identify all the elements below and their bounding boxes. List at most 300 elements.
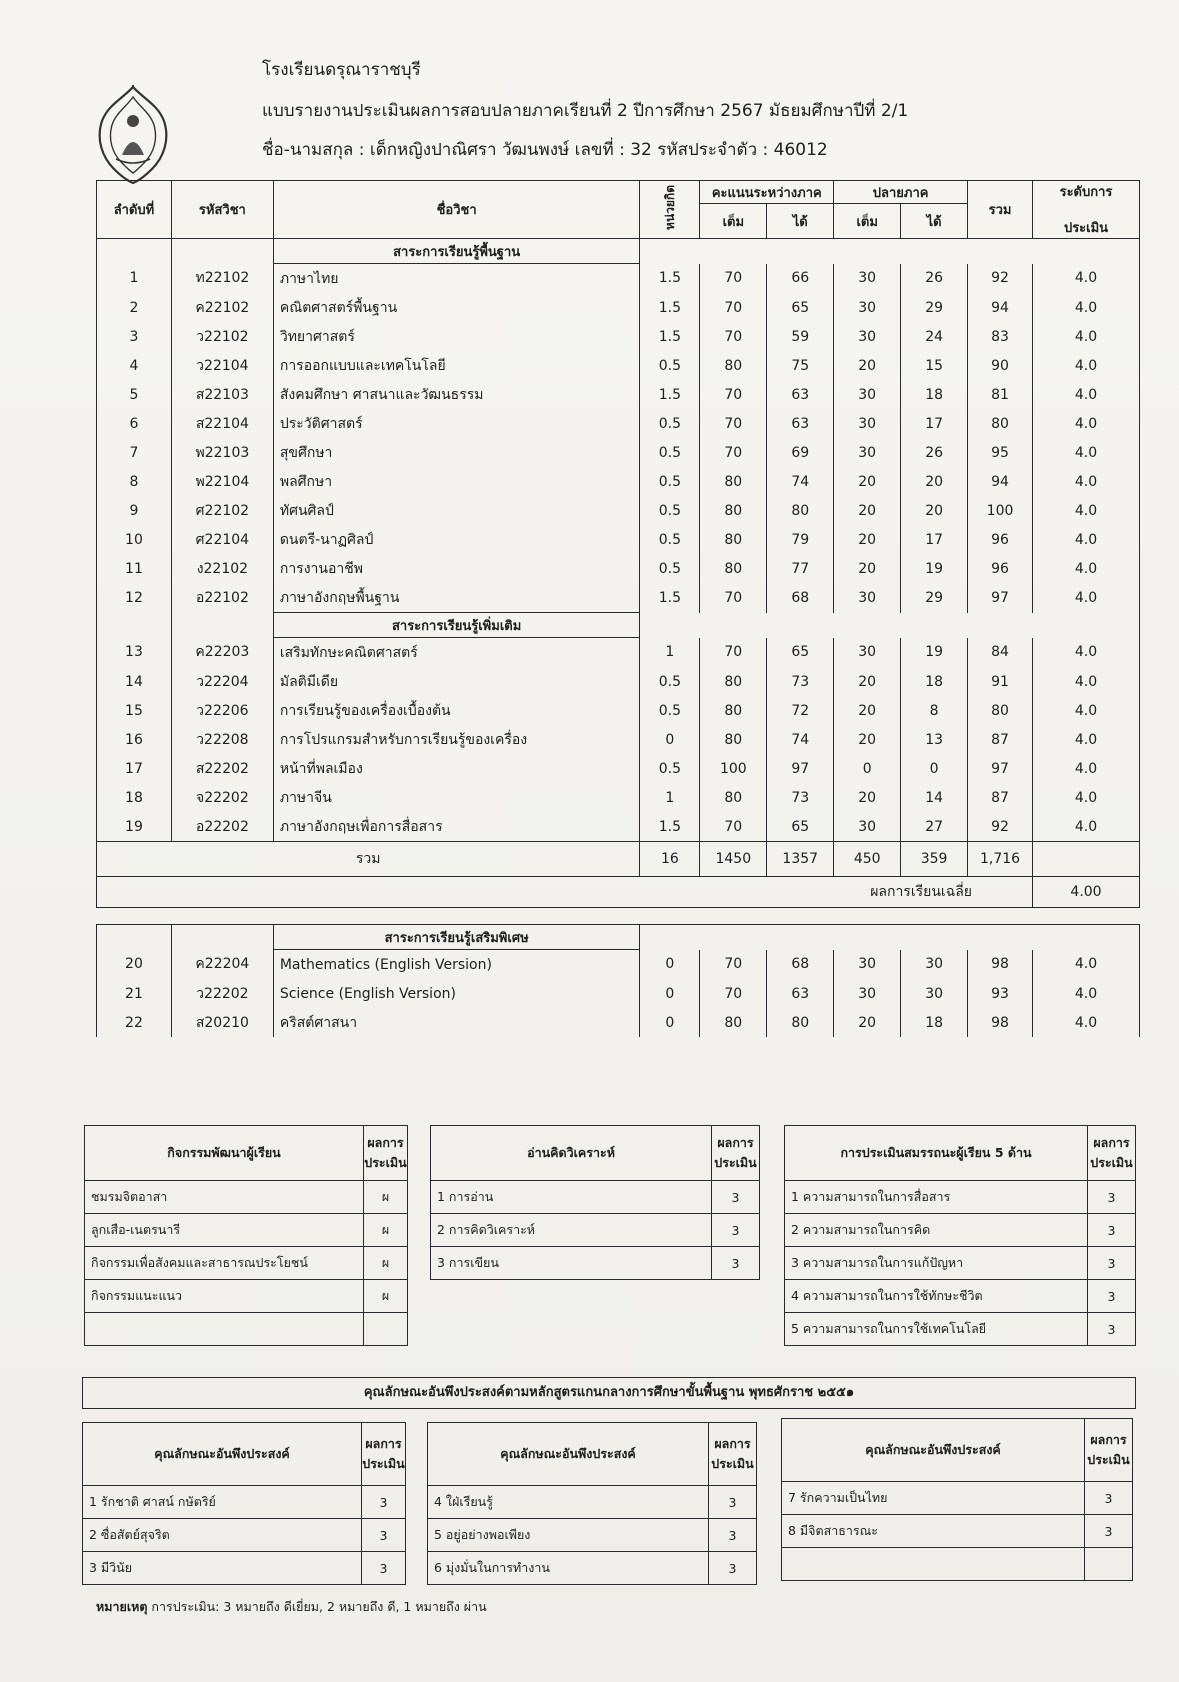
item-name: 3 มีวินัย bbox=[83, 1552, 362, 1585]
subject-grade: 4.0 bbox=[1033, 783, 1140, 812]
list-item bbox=[85, 1247, 408, 1280]
final-full: 30 bbox=[834, 950, 901, 980]
subject-row bbox=[97, 667, 1140, 696]
subject-total: 80 bbox=[968, 409, 1033, 438]
final-got: 19 bbox=[901, 554, 968, 583]
col-midterm: คะแนนระหว่างภาค bbox=[700, 181, 834, 204]
subject-total: 84 bbox=[968, 638, 1033, 668]
subject-credit: 1.5 bbox=[640, 293, 700, 322]
char3-result-header bbox=[1085, 1419, 1133, 1482]
result-l2: ประเมิน bbox=[1090, 1155, 1133, 1170]
col-mid-full: เต็ม bbox=[700, 204, 767, 239]
char1-title: คุณลักษณะอันพึงประสงค์ bbox=[83, 1423, 362, 1486]
subject-no: 11 bbox=[97, 554, 172, 583]
midterm-got: 69 bbox=[767, 438, 834, 467]
school-name: โรงเรียนดรุณาราชบุรี bbox=[262, 60, 421, 80]
reading-table bbox=[430, 1125, 760, 1280]
subject-credit: 0.5 bbox=[640, 696, 700, 725]
subject-code: ส20210 bbox=[171, 1008, 273, 1037]
subject-grade: 4.0 bbox=[1033, 351, 1140, 380]
item-result: ผ bbox=[364, 1280, 408, 1313]
subject-name: การงานอาชีพ bbox=[273, 554, 640, 583]
subject-name: Science (English Version) bbox=[273, 979, 640, 1008]
subject-credit: 1.5 bbox=[640, 264, 700, 294]
subject-name: ดนตรี-นาฏศิลป์ bbox=[273, 525, 640, 554]
subject-name: สังคมศึกษา ศาสนาและวัฒนธรรม bbox=[273, 380, 640, 409]
final-full: 0 bbox=[834, 754, 901, 783]
midterm-got: 63 bbox=[767, 380, 834, 409]
subject-no: 4 bbox=[97, 351, 172, 380]
total-mid-full: 1450 bbox=[700, 842, 767, 877]
col-grade-l2: ประเมิน bbox=[1063, 221, 1109, 236]
subject-row bbox=[97, 409, 1140, 438]
final-got: 18 bbox=[901, 1008, 968, 1037]
subject-no: 17 bbox=[97, 754, 172, 783]
item-result: ผ bbox=[364, 1247, 408, 1280]
subject-row bbox=[97, 950, 1140, 980]
final-got: 20 bbox=[901, 496, 968, 525]
final-full: 30 bbox=[834, 322, 901, 351]
midterm-full: 80 bbox=[700, 496, 767, 525]
subject-no: 12 bbox=[97, 583, 172, 613]
subject-no: 8 bbox=[97, 467, 172, 496]
midterm-full: 70 bbox=[700, 638, 767, 668]
list-item bbox=[782, 1482, 1133, 1515]
list-item bbox=[785, 1181, 1136, 1214]
gpa-value: 4.00 bbox=[1033, 877, 1140, 908]
subject-no: 18 bbox=[97, 783, 172, 812]
subject-row bbox=[97, 554, 1140, 583]
footnote-text: การประเมิน: 3 หมายถึง ดีเยี่ยม, 2 หมายถึง ดี, 1 หมายถึง ผ่าน bbox=[147, 1599, 487, 1614]
item-result: 3 bbox=[1088, 1181, 1136, 1214]
midterm-full: 80 bbox=[700, 467, 767, 496]
subject-no: 5 bbox=[97, 380, 172, 409]
col-total: รวม bbox=[968, 181, 1033, 239]
list-item bbox=[431, 1247, 760, 1280]
final-got: 18 bbox=[901, 667, 968, 696]
subject-grade: 4.0 bbox=[1033, 496, 1140, 525]
final-full: 30 bbox=[834, 638, 901, 668]
subject-credit: 1.5 bbox=[640, 812, 700, 842]
subject-no: 7 bbox=[97, 438, 172, 467]
midterm-full: 70 bbox=[700, 409, 767, 438]
midterm-full: 80 bbox=[700, 554, 767, 583]
final-full: 20 bbox=[834, 525, 901, 554]
subject-row bbox=[97, 725, 1140, 754]
subject-code: ว22102 bbox=[171, 322, 273, 351]
subject-name: พลศึกษา bbox=[273, 467, 640, 496]
final-got: 14 bbox=[901, 783, 968, 812]
col-mid-got: ได้ bbox=[767, 204, 834, 239]
characteristics-table-3 bbox=[781, 1418, 1133, 1581]
subject-name: คริสต์ศาสนา bbox=[273, 1008, 640, 1037]
midterm-got: 65 bbox=[767, 293, 834, 322]
subject-code: ว22202 bbox=[171, 979, 273, 1008]
result-l2: ประเมิน bbox=[714, 1155, 757, 1170]
item-result: 3 bbox=[362, 1486, 406, 1519]
item-name: ลูกเสือ-เนตรนารี bbox=[85, 1214, 364, 1247]
subject-no: 21 bbox=[97, 979, 172, 1008]
item-name: 7 รักความเป็นไทย bbox=[782, 1482, 1085, 1515]
list-item bbox=[85, 1280, 408, 1313]
subject-total: 96 bbox=[968, 525, 1033, 554]
subject-credit: 0.5 bbox=[640, 496, 700, 525]
subject-row bbox=[97, 696, 1140, 725]
subject-grade: 4.0 bbox=[1033, 380, 1140, 409]
item-name: 4 ใฝ่เรียนรู้ bbox=[428, 1486, 709, 1519]
subject-total: 93 bbox=[968, 979, 1033, 1008]
subject-code: ท22102 bbox=[171, 264, 273, 294]
subject-total: 97 bbox=[968, 754, 1033, 783]
subject-row bbox=[97, 1008, 1140, 1037]
subject-credit: 0.5 bbox=[640, 409, 700, 438]
final-got: 30 bbox=[901, 950, 968, 980]
final-full: 20 bbox=[834, 696, 901, 725]
char1-result-header bbox=[362, 1423, 406, 1486]
subject-code: พ22103 bbox=[171, 438, 273, 467]
item-result: 3 bbox=[712, 1214, 760, 1247]
final-got: 17 bbox=[901, 525, 968, 554]
subject-credit: 0.5 bbox=[640, 754, 700, 783]
item-name: 8 มีจิตสาธารณะ bbox=[782, 1515, 1085, 1548]
col-no: ลำดับที่ bbox=[97, 181, 172, 239]
subject-row bbox=[97, 351, 1140, 380]
final-got: 27 bbox=[901, 812, 968, 842]
subject-name: ภาษาอังกฤษพื้นฐาน bbox=[273, 583, 640, 613]
midterm-full: 80 bbox=[700, 525, 767, 554]
final-full: 20 bbox=[834, 725, 901, 754]
report-title: แบบรายงานประเมินผลการสอบปลายภาคเรียนที่ 2 ปีการศึกษา 2567 มัธยมศึกษาปีที่ 2/1 bbox=[262, 101, 909, 121]
subject-code: พ22104 bbox=[171, 467, 273, 496]
subject-row bbox=[97, 264, 1140, 294]
subject-no: 10 bbox=[97, 525, 172, 554]
subject-total: 98 bbox=[968, 950, 1033, 980]
list-item bbox=[83, 1519, 406, 1552]
midterm-full: 80 bbox=[700, 783, 767, 812]
subject-row bbox=[97, 380, 1140, 409]
item-result: 3 bbox=[712, 1181, 760, 1214]
result-l1: ผลการ bbox=[714, 1436, 751, 1451]
midterm-full: 100 bbox=[700, 754, 767, 783]
subject-total: 100 bbox=[968, 496, 1033, 525]
subject-credit: 1 bbox=[640, 783, 700, 812]
subject-no: 13 bbox=[97, 638, 172, 668]
subject-row bbox=[97, 754, 1140, 783]
item-result: 3 bbox=[362, 1519, 406, 1552]
subject-code: อ22102 bbox=[171, 583, 273, 613]
item-name: ชมรมจิตอาสา bbox=[85, 1181, 364, 1214]
subject-total: 87 bbox=[968, 725, 1033, 754]
midterm-got: 59 bbox=[767, 322, 834, 351]
col-fin-full: เต็ม bbox=[834, 204, 901, 239]
subject-code: ง22102 bbox=[171, 554, 273, 583]
reading-title: อ่านคิดวิเคราะห์ bbox=[431, 1126, 712, 1181]
midterm-got: 65 bbox=[767, 638, 834, 668]
characteristics-table-2 bbox=[427, 1422, 757, 1585]
midterm-got: 68 bbox=[767, 583, 834, 613]
subject-grade: 4.0 bbox=[1033, 409, 1140, 438]
subject-name: ประวัติศาสตร์ bbox=[273, 409, 640, 438]
subject-code: ว22206 bbox=[171, 696, 273, 725]
col-fin-got: ได้ bbox=[901, 204, 968, 239]
item-name: 2 การคิดวิเคราะห์ bbox=[431, 1214, 712, 1247]
subject-name: เสริมทักษะคณิตศาสตร์ bbox=[273, 638, 640, 668]
midterm-full: 70 bbox=[700, 380, 767, 409]
subject-grade: 4.0 bbox=[1033, 725, 1140, 754]
subject-no: 15 bbox=[97, 696, 172, 725]
list-item bbox=[785, 1214, 1136, 1247]
final-full: 30 bbox=[834, 812, 901, 842]
competency-result-header bbox=[1088, 1126, 1136, 1181]
subject-no: 1 bbox=[97, 264, 172, 294]
item-result: 3 bbox=[1085, 1515, 1133, 1548]
result-l1: ผลการ bbox=[717, 1135, 754, 1150]
midterm-got: 65 bbox=[767, 812, 834, 842]
subject-row bbox=[97, 583, 1140, 613]
final-got: 29 bbox=[901, 583, 968, 613]
result-l2: ประเมิน bbox=[362, 1456, 405, 1471]
midterm-got: 68 bbox=[767, 950, 834, 980]
subject-no: 20 bbox=[97, 950, 172, 980]
subject-credit: 0.5 bbox=[640, 525, 700, 554]
subject-credit: 0 bbox=[640, 725, 700, 754]
subject-grade: 4.0 bbox=[1033, 264, 1140, 294]
midterm-got: 75 bbox=[767, 351, 834, 380]
subject-code: ค22203 bbox=[171, 638, 273, 668]
final-got: 15 bbox=[901, 351, 968, 380]
subject-code: ว22104 bbox=[171, 351, 273, 380]
midterm-full: 80 bbox=[700, 351, 767, 380]
subject-name: หน้าที่พลเมือง bbox=[273, 754, 640, 783]
subject-code: ค22204 bbox=[171, 950, 273, 980]
total-mid-got: 1357 bbox=[767, 842, 834, 877]
subject-credit: 0 bbox=[640, 1008, 700, 1037]
competency-title: การประเมินสมรรถนะผู้เรียน 5 ด้าน bbox=[785, 1126, 1088, 1181]
activities-result-header bbox=[364, 1126, 408, 1181]
subject-credit: 1.5 bbox=[640, 583, 700, 613]
subject-code: ศ22104 bbox=[171, 525, 273, 554]
subject-row bbox=[97, 496, 1140, 525]
list-item bbox=[83, 1486, 406, 1519]
final-full: 30 bbox=[834, 438, 901, 467]
subject-grade: 4.0 bbox=[1033, 638, 1140, 668]
midterm-full: 70 bbox=[700, 293, 767, 322]
subject-credit: 1.5 bbox=[640, 380, 700, 409]
midterm-full: 80 bbox=[700, 725, 767, 754]
subject-no: 6 bbox=[97, 409, 172, 438]
subject-row bbox=[97, 525, 1140, 554]
result-l1: ผลการ bbox=[367, 1135, 404, 1150]
total-fin-full: 450 bbox=[834, 842, 901, 877]
midterm-got: 80 bbox=[767, 496, 834, 525]
subject-total: 97 bbox=[968, 583, 1033, 613]
subject-name: วิทยาศาสตร์ bbox=[273, 322, 640, 351]
subject-row bbox=[97, 467, 1140, 496]
subject-grade: 4.0 bbox=[1033, 812, 1140, 842]
col-code: รหัสวิชา bbox=[171, 181, 273, 239]
item-result: 3 bbox=[712, 1247, 760, 1280]
subject-grade: 4.0 bbox=[1033, 979, 1140, 1008]
subject-code: ศ22102 bbox=[171, 496, 273, 525]
result-l1: ผลการ bbox=[365, 1436, 402, 1451]
activities-title: กิจกรรมพัฒนาผู้เรียน bbox=[85, 1126, 364, 1181]
subject-name: ภาษาไทย bbox=[273, 264, 640, 294]
final-got: 20 bbox=[901, 467, 968, 496]
final-got: 0 bbox=[901, 754, 968, 783]
section-special: สาระการเรียนรู้เสริมพิเศษ bbox=[273, 925, 640, 950]
char3-title: คุณลักษณะอันพึงประสงค์ bbox=[782, 1419, 1085, 1482]
list-item bbox=[428, 1486, 757, 1519]
item-name: 5 ความสามารถในการใช้เทคโนโลยี bbox=[785, 1313, 1088, 1346]
footnote-label: หมายเหตุ bbox=[96, 1599, 148, 1614]
char2-result-header bbox=[709, 1423, 757, 1486]
list-item bbox=[83, 1552, 406, 1585]
final-full: 20 bbox=[834, 783, 901, 812]
final-full: 20 bbox=[834, 467, 901, 496]
final-got: 17 bbox=[901, 409, 968, 438]
midterm-got: 79 bbox=[767, 525, 834, 554]
subject-grade: 4.0 bbox=[1033, 1008, 1140, 1037]
col-credit bbox=[640, 181, 700, 239]
subject-row bbox=[97, 322, 1140, 351]
list-item bbox=[782, 1515, 1133, 1548]
item-result: 3 bbox=[362, 1552, 406, 1585]
subject-total: 83 bbox=[968, 322, 1033, 351]
result-l1: ผลการ bbox=[1093, 1135, 1130, 1150]
subject-code: ค22102 bbox=[171, 293, 273, 322]
subject-no: 22 bbox=[97, 1008, 172, 1037]
subject-code: อ22202 bbox=[171, 812, 273, 842]
item-result: 3 bbox=[1088, 1247, 1136, 1280]
list-item bbox=[431, 1181, 760, 1214]
subject-row bbox=[97, 438, 1140, 467]
subject-no: 14 bbox=[97, 667, 172, 696]
final-got: 8 bbox=[901, 696, 968, 725]
subject-row bbox=[97, 638, 1140, 668]
subject-total: 96 bbox=[968, 554, 1033, 583]
subject-grade: 4.0 bbox=[1033, 667, 1140, 696]
final-got: 13 bbox=[901, 725, 968, 754]
subject-total: 91 bbox=[968, 667, 1033, 696]
school-crest-icon bbox=[92, 85, 174, 185]
list-item bbox=[785, 1313, 1136, 1346]
total-fin-got: 359 bbox=[901, 842, 968, 877]
subject-row bbox=[97, 783, 1140, 812]
subject-credit: 0.5 bbox=[640, 351, 700, 380]
midterm-full: 70 bbox=[700, 812, 767, 842]
item-result: 3 bbox=[1088, 1214, 1136, 1247]
subject-code: ส22103 bbox=[171, 380, 273, 409]
final-full: 20 bbox=[834, 496, 901, 525]
final-got: 30 bbox=[901, 979, 968, 1008]
final-full: 20 bbox=[834, 351, 901, 380]
item-name: 5 อยู่อย่างพอเพียง bbox=[428, 1519, 709, 1552]
list-item bbox=[428, 1519, 757, 1552]
col-final: ปลายภาค bbox=[834, 181, 968, 204]
subject-total: 87 bbox=[968, 783, 1033, 812]
subject-total: 81 bbox=[968, 380, 1033, 409]
gpa-label: ผลการเรียนเฉลี่ย bbox=[97, 877, 1033, 908]
subject-total: 94 bbox=[968, 467, 1033, 496]
subject-grade: 4.0 bbox=[1033, 754, 1140, 783]
footnote bbox=[96, 1597, 487, 1617]
subject-code: จ22202 bbox=[171, 783, 273, 812]
final-got: 18 bbox=[901, 380, 968, 409]
midterm-got: 63 bbox=[767, 409, 834, 438]
subject-total: 95 bbox=[968, 438, 1033, 467]
subject-name: ภาษาอังกฤษเพื่อการสื่อสาร bbox=[273, 812, 640, 842]
subject-total: 94 bbox=[968, 293, 1033, 322]
final-got: 26 bbox=[901, 438, 968, 467]
subject-credit: 0.5 bbox=[640, 667, 700, 696]
result-l2: ประเมิน bbox=[711, 1456, 754, 1471]
midterm-full: 70 bbox=[700, 438, 767, 467]
final-full: 30 bbox=[834, 293, 901, 322]
characteristics-banner: คุณลักษณะอันพึงประสงค์ตามหลักสูตรแกนกลางการศึกษาขั้นพื้นฐาน พุทธศักราช ๒๕๕๑ bbox=[82, 1377, 1136, 1409]
total-credit: 16 bbox=[640, 842, 700, 877]
item-name: 1 การอ่าน bbox=[431, 1181, 712, 1214]
midterm-got: 74 bbox=[767, 725, 834, 754]
subject-row bbox=[97, 293, 1140, 322]
subject-code: ว22204 bbox=[171, 667, 273, 696]
subject-credit: 1 bbox=[640, 638, 700, 668]
subject-name: คณิตศาสตร์พื้นฐาน bbox=[273, 293, 640, 322]
col-credit-label: หน่วยกิต bbox=[663, 185, 678, 230]
subject-grade: 4.0 bbox=[1033, 950, 1140, 980]
total-score: 1,716 bbox=[968, 842, 1033, 877]
subject-row bbox=[97, 812, 1140, 842]
item-name: 2 ซื่อสัตย์สุจริต bbox=[83, 1519, 362, 1552]
subject-grade: 4.0 bbox=[1033, 525, 1140, 554]
subject-name: การเรียนรู้ของเครื่องเบื้องต้น bbox=[273, 696, 640, 725]
subject-row bbox=[97, 979, 1140, 1008]
midterm-got: 74 bbox=[767, 467, 834, 496]
final-got: 26 bbox=[901, 264, 968, 294]
subject-code: ส22104 bbox=[171, 409, 273, 438]
item-name: 3 การเขียน bbox=[431, 1247, 712, 1280]
item-name: กิจกรรมเพื่อสังคมและสาธารณประโยชน์ bbox=[85, 1247, 364, 1280]
final-full: 30 bbox=[834, 979, 901, 1008]
final-full: 30 bbox=[834, 583, 901, 613]
item-result: 3 bbox=[1088, 1280, 1136, 1313]
item-name: 6 มุ่งมั่นในการทำงาน bbox=[428, 1552, 709, 1585]
col-grade-l1: ระดับการ bbox=[1059, 185, 1113, 200]
item-name: 3 ความสามารถในการแก้ปัญหา bbox=[785, 1247, 1088, 1280]
midterm-got: 63 bbox=[767, 979, 834, 1008]
subject-code: ส22202 bbox=[171, 754, 273, 783]
item-result: ผ bbox=[364, 1214, 408, 1247]
section-core: สาระการเรียนรู้พื้นฐาน bbox=[273, 239, 640, 264]
item-name: 1 ความสามารถในการสื่อสาร bbox=[785, 1181, 1088, 1214]
item-result: 3 bbox=[1088, 1313, 1136, 1346]
midterm-full: 70 bbox=[700, 979, 767, 1008]
subject-credit: 0 bbox=[640, 979, 700, 1008]
final-full: 30 bbox=[834, 409, 901, 438]
list-item bbox=[785, 1247, 1136, 1280]
col-grade bbox=[1033, 181, 1140, 239]
subject-total: 80 bbox=[968, 696, 1033, 725]
midterm-full: 80 bbox=[700, 696, 767, 725]
subject-no: 2 bbox=[97, 293, 172, 322]
final-full: 20 bbox=[834, 1008, 901, 1037]
reading-result-header bbox=[712, 1126, 760, 1181]
midterm-got: 72 bbox=[767, 696, 834, 725]
subject-grade: 4.0 bbox=[1033, 554, 1140, 583]
midterm-full: 70 bbox=[700, 950, 767, 980]
item-name: 2 ความสามารถในการคิด bbox=[785, 1214, 1088, 1247]
subject-name: สุขศึกษา bbox=[273, 438, 640, 467]
midterm-got: 73 bbox=[767, 783, 834, 812]
